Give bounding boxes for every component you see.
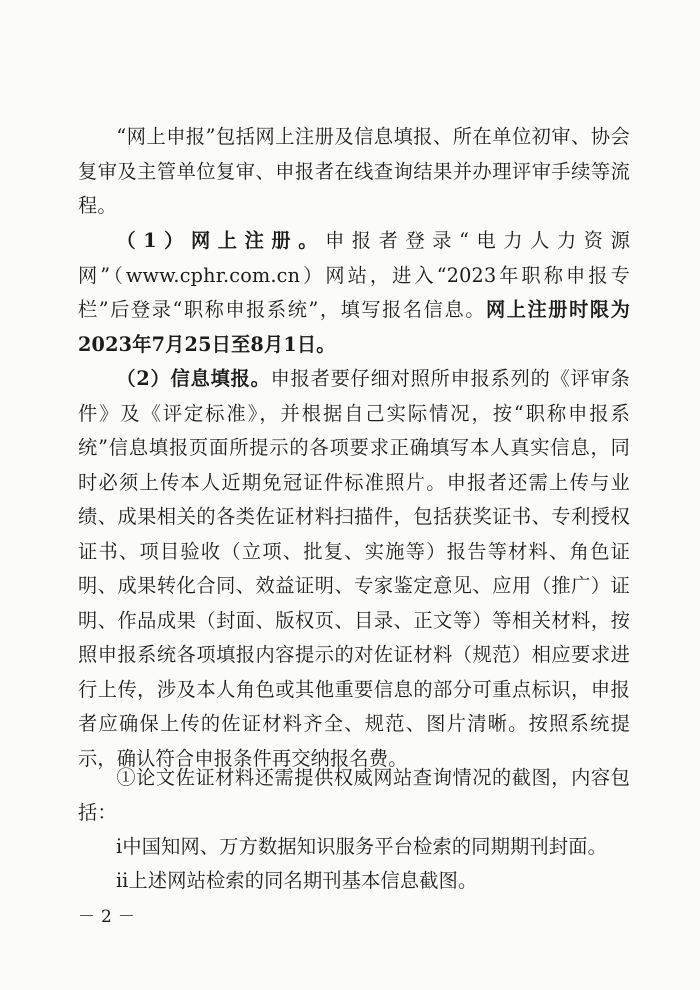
registration-paragraph bbox=[78, 224, 630, 362]
info-filling-paragraph bbox=[78, 362, 630, 776]
info-filling-body: 申报者要仔细对照所申报系列的《评审条件》及《评定标准》，并根据自己实际情况，按“职称申报系统”信息填报页面所提示的各项要求正确填写本人真实信息，同时必须上传本人近期免冠证件标准照片。申报者还需上传与业绩、成果相关的各类佐证材料扫描件，包括获奖证书、专利授权证书、项目验收（立项、批复、实施等）报告等材料、角色证明、成果转化合同、效益证明、专家鉴定意见、应用（推广）证明、作品成果（封面、版权页、目录、正文等）等相关材料，按照申报系统各项填报内容提示的对佐证材料（规范）相应要求进行上传，涉及本人角色或其他重要信息的部分可重点标识，申报者应确保上传的佐证材料齐全、规范、图片清晰。按照系统提示，确认符合申报条件再交纳报名费。 bbox=[78, 367, 630, 770]
paper-evidence-text: ①论文佐证材料还需提供权威网站查询情况的截图，内容包括： bbox=[78, 766, 630, 824]
list-item-i: ⅰ中国知网、万方数据知识服务平台检索的同期期刊封面。 bbox=[116, 835, 608, 858]
registration-deadline: 网上注册时限为2023年7月25日至8月1日。 bbox=[78, 298, 630, 356]
registration-heading: （1）网上注册。 bbox=[116, 229, 326, 252]
intro-text: “网上申报”包括网上注册及信息填报、所在单位初审、协会复审及主管单位复审、申报者在线查询结果并办理评审手续等流程。 bbox=[78, 125, 630, 217]
paper-evidence-paragraph bbox=[78, 761, 630, 830]
info-filling-heading: （2）信息填报。 bbox=[116, 367, 271, 390]
list-item-ii: ⅱ上述网站检索的同名期刊基本信息截图。 bbox=[116, 869, 478, 892]
page-number: －2－ bbox=[78, 907, 141, 927]
intro-paragraph bbox=[78, 120, 630, 224]
registration-body: 申报者登录“电力人力资源网”（www.cphr.com.cn）网站，进入“2023年职称申报专栏”后登录“职称申报系统”，填写报名信息。 bbox=[78, 229, 631, 321]
